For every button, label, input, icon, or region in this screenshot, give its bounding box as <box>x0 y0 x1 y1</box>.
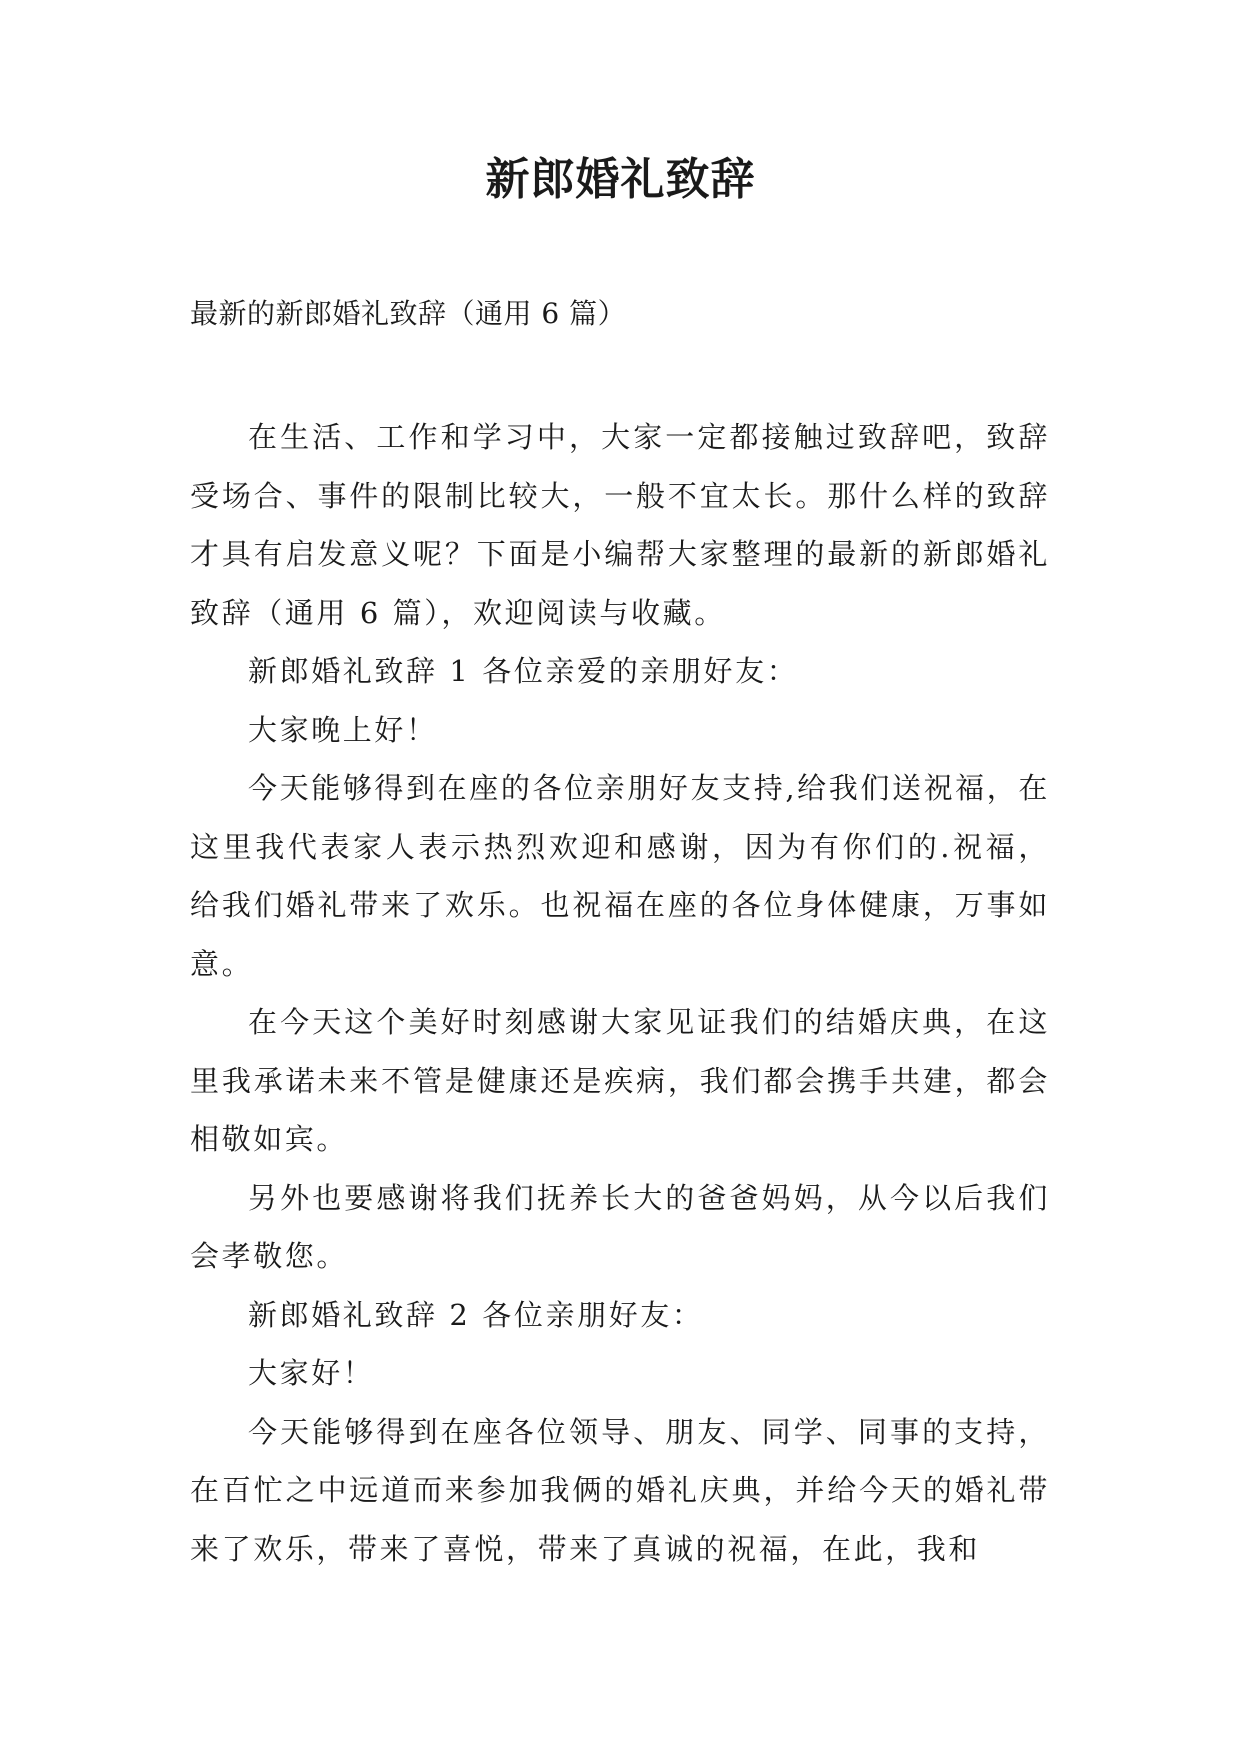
paragraph-intro: 在生活、工作和学习中，大家一定都接触过致辞吧，致辞受场合、事件的限制比较大，一般不宜太长。那什么样的致辞才具有启发意义呢？下面是小编帮大家整理的最新的新郎婚礼致辞（通用 6 篇），欢迎阅读与收藏。 <box>190 420 1050 630</box>
document-title: 新郎婚礼致辞 <box>485 154 756 205</box>
paragraph-speech-2-heading: 新郎婚礼致辞 2 各位亲朋好友： <box>248 1297 704 1332</box>
paragraph: 另外也要感谢将我们抚养长大的爸爸妈妈，从今以后我们会孝敬您。 <box>190 1180 1050 1273</box>
document-subtitle: 最新的新郎婚礼致辞（通用 6 篇） <box>190 297 627 330</box>
paragraph-greeting: 大家好！ <box>248 1356 375 1390</box>
paragraph: 在今天这个美好时刻感谢大家见证我们的结婚庆典，在这里我承诺未来不管是健康还是疾病，我们都会携手共建，都会相敬如宾。 <box>190 1005 1050 1156</box>
paragraph: 今天能够得到在座的各位亲朋好友支持,给我们送祝福，在这里我代表家人表示热烈欢迎和感谢，因为有你们的.祝福，给我们婚礼带来了欢乐。也祝福在座的各位身体健康，万事如意。 <box>190 771 1050 981</box>
document-body <box>190 408 1050 1578</box>
paragraph-speech-1-heading: 新郎婚礼致辞 1 各位亲爱的亲朋好友： <box>248 654 799 688</box>
paragraph-greeting: 大家晚上好！ <box>248 712 438 747</box>
paragraph: 今天能够得到在座各位领导、朋友、同学、同事的支持，在百忙之中远道而来参加我俩的婚礼庆典，并给今天的婚礼带来了欢乐，带来了喜悦，带来了真诚的祝福，在此，我和 <box>190 1414 1050 1566</box>
